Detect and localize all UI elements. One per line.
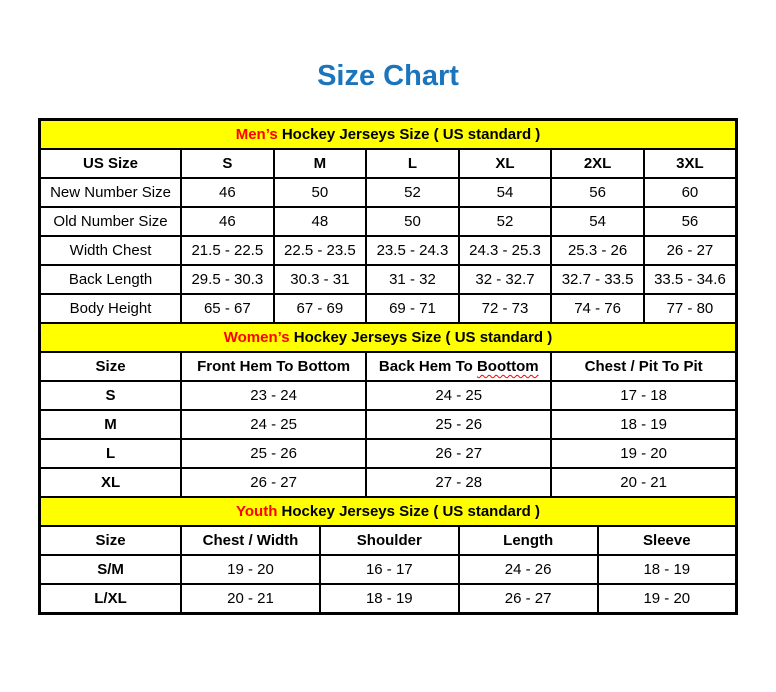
data-cell: 54 — [551, 207, 644, 236]
youth-header-shoulder: Shoulder — [320, 526, 459, 555]
womens-section-band — [40, 323, 737, 352]
womens-header-back-hem-to-boottom — [366, 352, 551, 381]
data-cell: 16 - 17 — [320, 555, 459, 584]
womens-header-front-hem-to-bottom: Front Hem To Bottom — [181, 352, 366, 381]
data-cell: 25 - 26 — [366, 410, 551, 439]
size-chart-table — [38, 118, 738, 615]
data-cell: 69 - 71 — [366, 294, 459, 323]
data-cell: 77 - 80 — [644, 294, 737, 323]
womens-row-xl — [40, 468, 737, 497]
data-cell: 21.5 - 22.5 — [181, 236, 274, 265]
data-cell: 26 - 27 — [644, 236, 737, 265]
data-cell: 17 - 18 — [551, 381, 736, 410]
data-cell: 46 — [181, 178, 274, 207]
mens-row-back-length — [40, 265, 737, 294]
data-cell: 60 — [644, 178, 737, 207]
row-label: L — [40, 439, 182, 468]
mens-header-xl: XL — [459, 149, 552, 178]
data-cell: 29.5 - 30.3 — [181, 265, 274, 294]
data-cell: 23.5 - 24.3 — [366, 236, 459, 265]
youth-header-sleeve: Sleeve — [598, 526, 737, 555]
data-cell: 18 - 19 — [598, 555, 737, 584]
data-cell: 20 - 21 — [181, 584, 320, 614]
youth-row-l-xl — [40, 584, 737, 614]
youth-band-title: Youth Hockey Jerseys Size ( US standard ) — [40, 497, 737, 526]
mens-row-new-number-size — [40, 178, 737, 207]
mens-row-old-number-size — [40, 207, 737, 236]
youth-band-highlight: Youth — [236, 503, 278, 520]
data-cell: 24 - 25 — [366, 381, 551, 410]
data-cell: 32.7 - 33.5 — [551, 265, 644, 294]
data-cell: 30.3 - 31 — [274, 265, 367, 294]
data-cell: 67 - 69 — [274, 294, 367, 323]
data-cell: 56 — [551, 178, 644, 207]
mens-header-m: M — [274, 149, 367, 178]
data-cell: 65 - 67 — [181, 294, 274, 323]
data-cell: 74 - 76 — [551, 294, 644, 323]
row-label: Back Length — [40, 265, 182, 294]
data-cell: 24.3 - 25.3 — [459, 236, 552, 265]
data-cell: 18 - 19 — [551, 410, 736, 439]
row-label: Old Number Size — [40, 207, 182, 236]
row-label: Body Height — [40, 294, 182, 323]
data-cell: 26 - 27 — [181, 468, 366, 497]
data-cell: 22.5 - 23.5 — [274, 236, 367, 265]
womens-row-m — [40, 410, 737, 439]
womens-header-size: Size — [40, 352, 182, 381]
youth-section-band — [40, 497, 737, 526]
mens-band-title: Men’s Hockey Jerseys Size ( US standard ) — [40, 120, 737, 150]
data-cell: 25 - 26 — [181, 439, 366, 468]
youth-header-size: Size — [40, 526, 182, 555]
mens-row-body-height — [40, 294, 737, 323]
youth-header-length: Length — [459, 526, 598, 555]
data-cell: 24 - 26 — [459, 555, 598, 584]
data-cell: 23 - 24 — [181, 381, 366, 410]
data-cell: 19 - 20 — [598, 584, 737, 614]
row-label: XL — [40, 468, 182, 497]
data-cell: 48 — [274, 207, 367, 236]
data-cell: 26 - 27 — [459, 584, 598, 614]
womens-band-highlight: Women’s — [223, 329, 290, 346]
mens-header-l: L — [366, 149, 459, 178]
mens-header-us-size: US Size — [40, 149, 182, 178]
womens-row-s — [40, 381, 737, 410]
misspelled-word: Boottom — [476, 358, 539, 375]
data-cell: 19 - 20 — [551, 439, 736, 468]
mens-band-highlight: Men’s — [235, 126, 278, 143]
row-label: S/M — [40, 555, 182, 584]
data-cell: 54 — [459, 178, 552, 207]
womens-band-title: Women’s Hockey Jerseys Size ( US standard ) — [40, 323, 737, 352]
youth-header-row — [40, 526, 737, 555]
page-title: Size Chart — [317, 60, 459, 92]
youth-header-chest-width: Chest / Width — [181, 526, 320, 555]
womens-header-chest-pit-to-pit: Chest / Pit To Pit — [551, 352, 736, 381]
data-cell: 31 - 32 — [366, 265, 459, 294]
data-cell: 50 — [274, 178, 367, 207]
row-label: L/XL — [40, 584, 182, 614]
mens-header-3xl: 3XL — [644, 149, 737, 178]
data-cell: 25.3 - 26 — [551, 236, 644, 265]
data-cell: 72 - 73 — [459, 294, 552, 323]
header-text: Back Hem To — [378, 358, 477, 375]
data-cell: 50 — [366, 207, 459, 236]
row-label: M — [40, 410, 182, 439]
data-cell: 46 — [181, 207, 274, 236]
data-cell: 18 - 19 — [320, 584, 459, 614]
mens-header-2xl: 2XL — [551, 149, 644, 178]
womens-header-row — [40, 352, 737, 381]
row-label: S — [40, 381, 182, 410]
data-cell: 20 - 21 — [551, 468, 736, 497]
data-cell: 19 - 20 — [181, 555, 320, 584]
data-cell: 52 — [459, 207, 552, 236]
data-cell: 27 - 28 — [366, 468, 551, 497]
mens-header-s: S — [181, 149, 274, 178]
data-cell: 26 - 27 — [366, 439, 551, 468]
row-label: New Number Size — [40, 178, 182, 207]
data-cell: 56 — [644, 207, 737, 236]
youth-row-s-m — [40, 555, 737, 584]
data-cell: 24 - 25 — [181, 410, 366, 439]
data-cell: 32 - 32.7 — [459, 265, 552, 294]
womens-row-l — [40, 439, 737, 468]
data-cell: 52 — [366, 178, 459, 207]
table-body — [40, 120, 737, 614]
mens-header-row — [40, 149, 737, 178]
mens-section-band — [40, 120, 737, 150]
data-cell: 33.5 - 34.6 — [644, 265, 737, 294]
row-label: Width Chest — [40, 236, 182, 265]
mens-row-width-chest — [40, 236, 737, 265]
